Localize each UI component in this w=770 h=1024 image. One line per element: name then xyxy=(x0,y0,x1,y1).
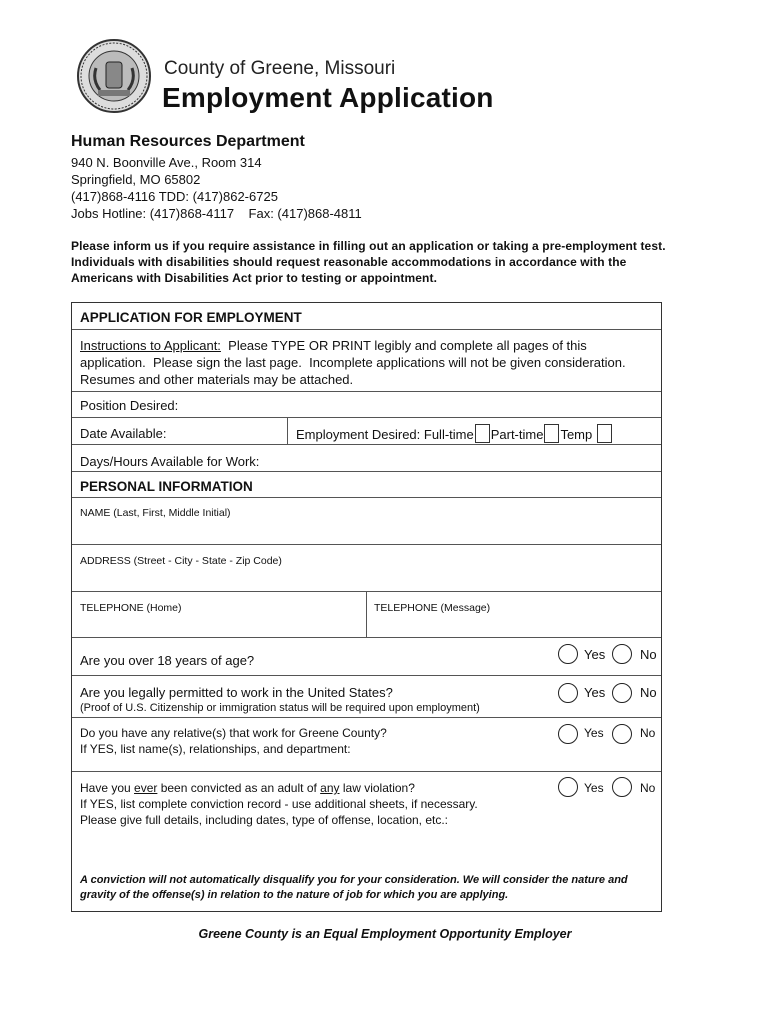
relatives-yes-radio[interactable] xyxy=(558,724,578,744)
instructions xyxy=(80,337,640,388)
accommodation-notice: Please inform us if you require assistance in filling out an application or taking a pre-employment test. Individuals with disabilities should request reasonable accommodations in accordance with the Americans with Disabilities Act prior to testing or appointment. xyxy=(71,239,666,285)
relatives-question-row xyxy=(72,718,661,772)
page-title: Employment Application xyxy=(162,82,494,113)
yes-label: Yes xyxy=(584,781,604,795)
personal-info-title: PERSONAL INFORMATION xyxy=(80,479,253,494)
relatives-note[interactable]: If YES, list name(s), relationships, and department: xyxy=(80,742,351,756)
full-time-label: Employment Desired: Full-time xyxy=(296,427,474,442)
work-permit-question: Are you legally permitted to work in the United States? xyxy=(80,685,393,700)
address-line-1: 940 N. Boonville Ave., Room 314 xyxy=(71,155,262,170)
days-hours-label: Days/Hours Available for Work: xyxy=(80,454,260,469)
conviction-question xyxy=(80,781,415,795)
yes-label: Yes xyxy=(584,647,606,662)
telephone-row xyxy=(72,592,661,638)
age-yes-radio[interactable] xyxy=(558,644,578,664)
permit-no-radio[interactable] xyxy=(612,683,632,703)
no-label: No xyxy=(640,781,656,795)
position-desired-label: Position Desired: xyxy=(80,398,179,413)
telephone-message-label[interactable]: TELEPHONE (Message) xyxy=(374,602,491,614)
application-form xyxy=(71,302,662,912)
column-divider xyxy=(287,418,288,444)
conviction-disclaimer: A conviction will not automatically disqualify you for your consideration. We will consider the nature and gravity of the offense(s) in relation to the nature of job for which you are applying. xyxy=(80,874,628,901)
personal-info-header-row xyxy=(72,472,661,498)
date-available-label[interactable]: Date Available: xyxy=(80,426,167,441)
eeo-footer: Greene County is an Equal Employment Opportunity Employer xyxy=(198,927,572,941)
part-time-label: Part-time xyxy=(490,427,544,442)
name-field[interactable] xyxy=(72,498,661,545)
conviction-text-c: law violation? xyxy=(339,781,415,795)
temp-label: Temp xyxy=(560,427,593,442)
name-label: NAME (Last, First, Middle Initial) xyxy=(80,507,231,519)
instructions-label: Instructions to Applicant: xyxy=(80,338,221,353)
address-field[interactable] xyxy=(72,545,661,592)
telephone-home-label[interactable]: TELEPHONE (Home) xyxy=(80,602,182,614)
no-label: No xyxy=(640,647,657,662)
temp-checkbox[interactable] xyxy=(597,424,612,443)
conviction-no-radio[interactable] xyxy=(612,777,632,797)
relatives-question: Do you have any relative(s) that work for Greene County? xyxy=(80,726,387,740)
conviction-text-b: been convicted as an adult of xyxy=(157,781,321,795)
conviction-note-1: If YES, list complete conviction record - use additional sheets, if necessary. xyxy=(80,797,478,811)
position-desired-row[interactable] xyxy=(72,392,661,418)
no-label: No xyxy=(640,726,656,740)
employment-desired-group xyxy=(296,424,613,443)
yes-label: Yes xyxy=(584,726,604,740)
department-name: Human Resources Department xyxy=(71,133,305,150)
conviction-text-a: Have you xyxy=(80,781,135,795)
full-time-checkbox[interactable] xyxy=(475,424,490,443)
part-time-checkbox[interactable] xyxy=(544,424,559,443)
days-hours-row[interactable] xyxy=(72,445,661,472)
yes-label: Yes xyxy=(584,685,606,700)
section-header-row xyxy=(72,303,661,330)
relatives-no-radio[interactable] xyxy=(612,724,632,744)
county-name: County of Greene, Missouri xyxy=(164,58,396,79)
instructions-row xyxy=(72,330,661,392)
address-label: ADDRESS (Street - City - State - Zip Code) xyxy=(80,555,282,567)
instructions-text: Please TYPE OR PRINT legibly and complete all pages of this application. Please sign the last page. Incomplete applications will not be given consideration. Resumes and other materials may be attached. xyxy=(80,338,630,387)
phone-line: (417)868-4116 TDD: (417)862-6725 xyxy=(71,189,278,204)
section-title: APPLICATION FOR EMPLOYMENT xyxy=(80,310,302,325)
no-label: No xyxy=(640,685,657,700)
age-no-radio[interactable] xyxy=(612,644,632,664)
hotline-line: Jobs Hotline: (417)868-4117 Fax: (417)868-4811 xyxy=(71,206,362,221)
age-question: Are you over 18 years of age? xyxy=(80,653,255,668)
age-question-row xyxy=(72,638,661,676)
conviction-any: any xyxy=(320,781,340,795)
county-seal-logo xyxy=(76,38,152,114)
conviction-yes-radio[interactable] xyxy=(558,777,578,797)
availability-row xyxy=(72,418,661,445)
work-permit-question-row xyxy=(72,676,661,718)
work-permit-note: (Proof of U.S. Citizenship or immigration status will be required upon employment) xyxy=(80,702,480,714)
column-divider xyxy=(366,592,367,637)
address-line-2: Springfield, MO 65802 xyxy=(71,172,201,187)
conviction-ever: ever xyxy=(134,781,158,795)
conviction-note-2[interactable]: Please give full details, including dates, type of offense, location, etc.: xyxy=(80,813,449,827)
permit-yes-radio[interactable] xyxy=(558,683,578,703)
